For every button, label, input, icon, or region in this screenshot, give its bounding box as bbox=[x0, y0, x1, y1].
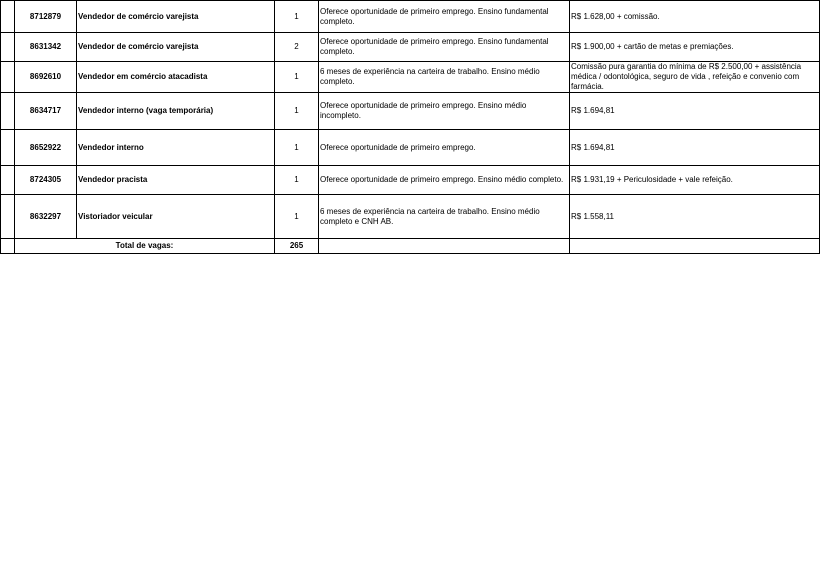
job-title: Vendedor interno (vaga temporária) bbox=[77, 93, 275, 130]
job-openings-table bbox=[0, 0, 820, 254]
table-row bbox=[1, 166, 820, 195]
job-quantity: 1 bbox=[275, 195, 319, 239]
job-quantity: 1 bbox=[275, 62, 319, 93]
job-salary: R$ 1.900,00 + cartão de metas e premiações. bbox=[570, 33, 820, 62]
table-row bbox=[1, 130, 820, 166]
row-margin-cell bbox=[1, 130, 15, 166]
job-code: 8712879 bbox=[15, 1, 77, 33]
row-margin-cell bbox=[1, 1, 15, 33]
row-margin-cell bbox=[1, 93, 15, 130]
job-salary: R$ 1.558,11 bbox=[570, 195, 820, 239]
job-quantity: 2 bbox=[275, 33, 319, 62]
row-margin-cell bbox=[1, 62, 15, 93]
job-quantity: 1 bbox=[275, 1, 319, 33]
job-code: 8652922 bbox=[15, 130, 77, 166]
table-row bbox=[1, 1, 820, 33]
total-empty-cell bbox=[319, 239, 570, 254]
job-quantity: 1 bbox=[275, 93, 319, 130]
job-title: Vendedor em comércio atacadista bbox=[77, 62, 275, 93]
table-row bbox=[1, 93, 820, 130]
job-salary: R$ 1.628,00 + comissão. bbox=[570, 1, 820, 33]
job-requirements: Oferece oportunidade de primeiro emprego. Ensino médio completo. bbox=[319, 166, 570, 195]
job-title: Vistoriador veicular bbox=[77, 195, 275, 239]
row-margin-cell bbox=[1, 239, 15, 254]
total-empty-cell bbox=[570, 239, 820, 254]
job-title: Vendedor de comércio varejista bbox=[77, 1, 275, 33]
job-salary: R$ 1.931,19 + Periculosidade + vale refeição. bbox=[570, 166, 820, 195]
job-title: Vendedor interno bbox=[77, 130, 275, 166]
table-row bbox=[1, 33, 820, 62]
job-code: 8634717 bbox=[15, 93, 77, 130]
table-row bbox=[1, 62, 820, 93]
job-title: Vendedor pracista bbox=[77, 166, 275, 195]
row-margin-cell bbox=[1, 195, 15, 239]
row-margin-cell bbox=[1, 33, 15, 62]
job-code: 8631342 bbox=[15, 33, 77, 62]
total-row bbox=[1, 239, 820, 254]
total-value: 265 bbox=[275, 239, 319, 254]
job-quantity: 1 bbox=[275, 166, 319, 195]
job-title: Vendedor de comércio varejista bbox=[77, 33, 275, 62]
job-requirements: Oferece oportunidade de primeiro emprego. Ensino fundamental completo. bbox=[319, 1, 570, 33]
total-label: Total de vagas: bbox=[15, 239, 275, 254]
job-quantity: 1 bbox=[275, 130, 319, 166]
job-code: 8632297 bbox=[15, 195, 77, 239]
job-requirements: Oferece oportunidade de primeiro emprego. Ensino médio incompleto. bbox=[319, 93, 570, 130]
job-rows bbox=[1, 1, 820, 254]
job-requirements: 6 meses de experiência na carteira de trabalho. Ensino médio completo. bbox=[319, 62, 570, 93]
job-requirements: 6 meses de experiência na carteira de trabalho. Ensino médio completo e CNH AB. bbox=[319, 195, 570, 239]
job-salary: Comissão pura garantia do mínima de R$ 2.500,00 + assistência médica / odontológica, seguro de vida , refeição e convenio com farmácia. bbox=[570, 62, 820, 93]
job-code: 8724305 bbox=[15, 166, 77, 195]
job-code: 8692610 bbox=[15, 62, 77, 93]
job-salary: R$ 1.694,81 bbox=[570, 93, 820, 130]
table-row bbox=[1, 195, 820, 239]
row-margin-cell bbox=[1, 166, 15, 195]
job-salary: R$ 1.694,81 bbox=[570, 130, 820, 166]
job-requirements: Oferece oportunidade de primeiro emprego. Ensino fundamental completo. bbox=[319, 33, 570, 62]
job-requirements: Oferece oportunidade de primeiro emprego. bbox=[319, 130, 570, 166]
